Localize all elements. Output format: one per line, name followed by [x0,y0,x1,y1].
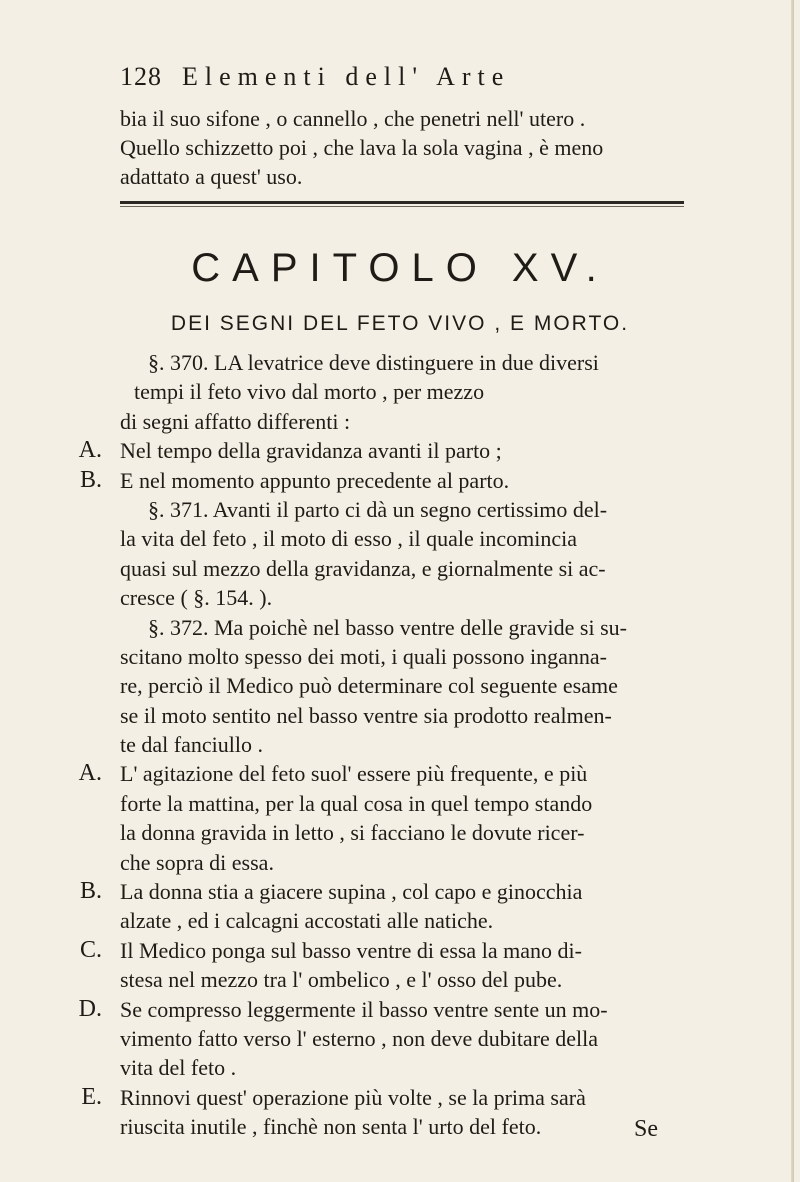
line-text: la donna gravida in letto , si facciano le dovute ricer- [120,820,585,846]
line-text: se il moto sentito nel basso ventre sia prodotto realmen- [120,702,612,728]
text-line [78,759,690,788]
text-line [120,965,690,994]
line-text: di segni affatto differenti : [120,408,351,434]
running-title: Elementi dell' Arte [182,62,511,91]
line-text: che sopra di essa. [120,849,274,875]
line-text: riuscita inutile , finchè non senta l' urto del feto. [120,1114,542,1140]
line-text: §. 372. Ma poichè nel basso ventre delle gravide si su- [148,614,627,640]
chapter-body [78,348,690,1142]
catchword: Se [634,1116,658,1142]
text-line [120,1112,690,1141]
text-line [78,995,690,1024]
margin-letter: A. [78,437,102,464]
text-line [81,1083,690,1112]
line-text: vita del feto . [120,1055,237,1081]
text-line [79,877,690,906]
text-line [120,554,690,583]
text-line [120,495,690,524]
text-line [120,583,690,612]
line-text: vimento fatto verso l' esterno , non deve dubitare della [120,1025,599,1051]
line-text: §. 371. Avanti il parto ci dà un segno certissimo del- [148,496,608,522]
line-text: Il Medico ponga sul basso ventre di essa la mano di- [120,937,582,963]
line-text: forte la mattina, per la qual cosa in quel tempo stando [120,790,593,816]
line-text: Rinnovi quest' operazione più volte , se la prima sarà [120,1084,586,1110]
text-line: adattato a quest' uso. [120,164,303,189]
line-text: re, perciò il Medico può determinare col seguente esame [120,673,618,699]
margin-letter: B. [79,466,102,493]
text-line [120,613,690,642]
line-text: tempi il feto vivo dal morto , per mezzo [134,379,485,405]
continued-paragraph [120,104,680,191]
line-text: scitano molto spesso dei moti, i quali possono inganna- [120,643,608,669]
text-line: bia il suo sifone , o cannello , che penetri nell' utero . [120,106,586,131]
text-line [120,377,690,406]
text-line [120,1053,690,1082]
chapter-divider-rule [120,201,684,208]
page-number: 128 [120,62,162,91]
text-line [120,789,690,818]
line-text: Se compresso leggermente il basso ventre sente un mo- [120,996,608,1022]
line-text: alzate , ed i calcagni accostati alle natiche. [120,908,494,934]
line-text: stesa nel mezzo tra l' ombelico , e l' osso del pube. [120,967,563,993]
text-line [120,730,690,759]
margin-letter: E. [81,1083,102,1110]
margin-letter: C. [79,936,102,963]
chapter-subtitle: DEI SEGNI DEL FETO VIVO , E MORTO. [170,312,630,335]
line-text: quasi sul mezzo della gravidanza, e giornalmente si ac- [120,555,606,581]
text-line [120,348,690,377]
text-line [120,642,690,671]
margin-letter: A. [78,760,102,787]
margin-letter: B. [79,878,102,905]
text-line [79,466,690,495]
line-text: la vita del feto , il moto di esso , il quale incomincia [120,526,578,552]
page-edge [791,0,794,1182]
text-line [120,818,690,847]
line-text: Nel tempo della gravidanza avanti il parto ; [120,438,502,464]
chapter-title: CAPITOLO XV. [191,246,609,290]
line-text: E nel momento appunto precedente al parto. [120,467,510,493]
text-line [79,936,690,965]
line-text: §. 370. LA levatrice deve distinguere in due diversi [148,350,599,375]
text-line [120,848,690,877]
text-line [120,671,690,700]
margin-letter: D. [78,995,102,1022]
line-text: L' agitazione del feto suol' essere più frequente, e più [120,761,588,787]
text-line [120,701,690,730]
text-line [120,906,690,935]
text-line [78,436,690,465]
line-text: cresce ( §. 154. ). [120,585,273,611]
line-text: La donna stia a giacere supina , col capo e ginocchia [120,879,583,905]
line-text: te dal fanciullo . [120,732,263,758]
text-line [120,524,690,553]
text-line [120,407,690,436]
text-line: Quello schizzetto poi , che lava la sola vagina , è meno [120,135,604,160]
text-line [120,1024,690,1053]
running-header [120,62,680,96]
